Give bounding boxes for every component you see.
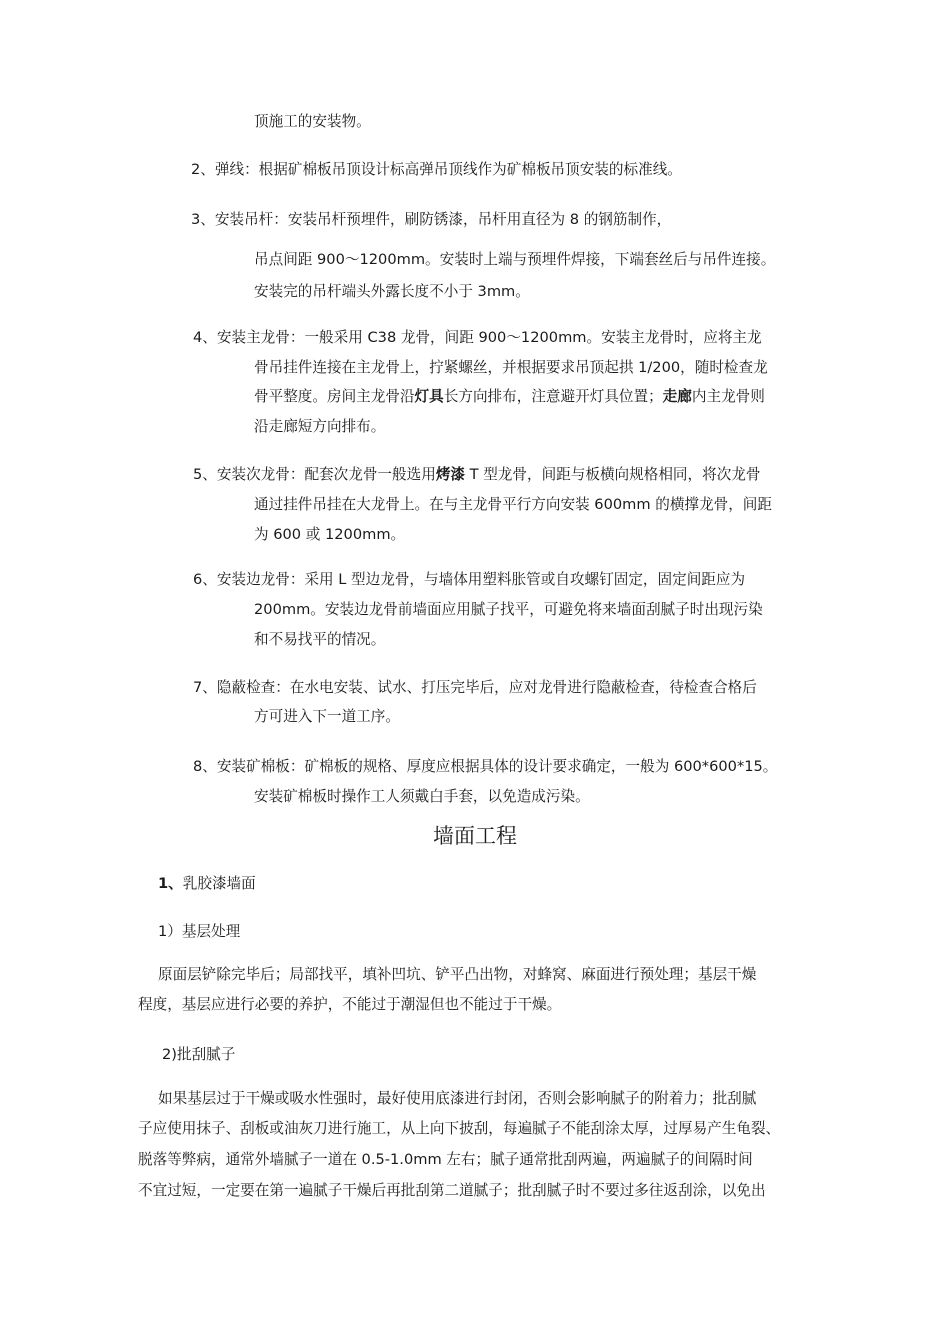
item-3-line-2: 吊点间距 900～1200mm。安装时上端与预埋件焊接，下端套丝后与吊件连接。 — [254, 251, 776, 268]
text-run: 骨平整度。房间主龙骨沿 — [254, 388, 415, 405]
continued-line: 顶施工的安装物。 — [254, 113, 371, 130]
list-item-3 — [191, 210, 671, 230]
item-text: 弹线：根据矿棉板吊顶设计标高弹吊顶线作为矿棉板吊顶安装的标准线。 — [214, 161, 682, 178]
text-run: T 型龙骨，间距与板横向规格相同，将次龙骨 — [465, 466, 761, 483]
list-item-4 — [193, 328, 762, 348]
item-5-line-3: 为 600 或 1200mm。 — [254, 526, 406, 543]
item-7-line-2: 方可进入下一道工序。 — [254, 708, 400, 725]
sub-heading-putty: 2)批刮腻子 — [162, 1046, 236, 1063]
item-4-line-3 — [254, 387, 765, 407]
item-number: 6、 — [193, 571, 217, 588]
item-text: 安装矿棉板：矿棉板的规格、厚度应根据具体的设计要求确定，一般为 600*600*15。 — [216, 758, 778, 775]
item-number: 7、 — [193, 679, 217, 696]
item-number: 4、 — [193, 329, 217, 346]
paragraph-2-line-1: 如果基层过于干燥或吸水性强时，最好使用底漆进行封闭，否则会影响腻子的附着力；批刮腻 — [158, 1090, 757, 1107]
list-item-2 — [191, 160, 682, 180]
item-number: 8、 — [193, 758, 217, 775]
item-text: 安装边龙骨：采用 L 型边龙骨，与墙体用塑料胀管或自攻螺钉固定，固定间距应为 — [216, 571, 746, 588]
item-6-line-3: 和不易找平的情况。 — [254, 631, 386, 648]
paragraph-2-line-3: 脱落等弊病，通常外墙腻子一道在 0.5-1.0mm 左右；腻子通常批刮两遍，两遍腻子的间隔时间 — [138, 1151, 753, 1168]
paragraph-2-line-2: 子应使用抹子、刮板或油灰刀进行施工，从上向下披刮，每遍腻子不能刮涂太厚，过厚易产生龟裂、 — [138, 1120, 781, 1137]
text-run: 安装次龙骨：配套次龙骨一般选用 — [216, 466, 436, 483]
paragraph-1-line-1: 原面层铲除完毕后；局部找平，填补凹坑、铲平凸出物，对蜂窝、麻面进行预处理；基层干燥 — [158, 966, 757, 983]
text-run: 长方向排布，注意避开灯具位置； — [443, 388, 663, 405]
text-run: 内主龙骨则 — [691, 388, 765, 405]
paragraph-1-line-2: 程度，基层应进行必要的养护，不能过于潮湿但也不能过于干燥。 — [138, 996, 562, 1013]
item-4-line-4: 沿走廊短方向排布。 — [254, 418, 386, 435]
section-title: 墙面工程 — [433, 824, 517, 848]
item-text: 安装主龙骨：一般采用 C38 龙骨，间距 900～1200mm。安装主龙骨时，应将主龙 — [216, 329, 762, 346]
paragraph-2-line-4: 不宜过短，一定要在第一遍腻子干燥后再批刮第二道腻子；批刮腻子时不要过多往返刮涂，以免出 — [138, 1182, 766, 1199]
item-text: 安装吊杆：安装吊杆预埋件，刷防锈漆，吊杆用直径为 8 的钢筋制作， — [214, 211, 672, 228]
item-8-line-2: 安装矿棉板时操作工人须戴白手套，以免造成污染。 — [254, 788, 590, 805]
subsection-number: 1、 — [158, 875, 183, 892]
item-number: 5、 — [193, 466, 217, 483]
bold-term: 烤漆 — [435, 466, 466, 483]
item-4-line-2: 骨吊挂件连接在主龙骨上，拧紧螺丝，并根据要求吊顶起拱 1/200，随时检查龙 — [254, 359, 768, 376]
subsection-heading — [158, 874, 256, 894]
item-5-line-2: 通过挂件吊挂在大龙骨上。在与主龙骨平行方向安装 600mm 的横撑龙骨，间距 — [254, 496, 772, 513]
item-6-line-2: 200mm。安装边龙骨前墙面应用腻子找平，可避免将来墙面刮腻子时出现污染 — [254, 601, 763, 618]
list-item-8 — [193, 757, 777, 777]
subsection-text: 乳胶漆墙面 — [182, 875, 256, 892]
item-text: 隐蔽检查：在水电安装、试水、打压完毕后，应对龙骨进行隐蔽检查，待检查合格后 — [216, 679, 757, 696]
item-number: 3、 — [191, 211, 215, 228]
sub-heading-base-treatment: 1）基层处理 — [158, 923, 241, 940]
list-item-5 — [193, 465, 761, 485]
item-number: 2、 — [191, 161, 215, 178]
bold-term: 灯具 — [414, 388, 444, 405]
bold-term: 走廊 — [662, 388, 692, 405]
item-3-line-3: 安装完的吊杆端头外露长度不小于 3mm。 — [254, 283, 530, 300]
list-item-7 — [193, 678, 757, 698]
list-item-6 — [193, 570, 745, 590]
